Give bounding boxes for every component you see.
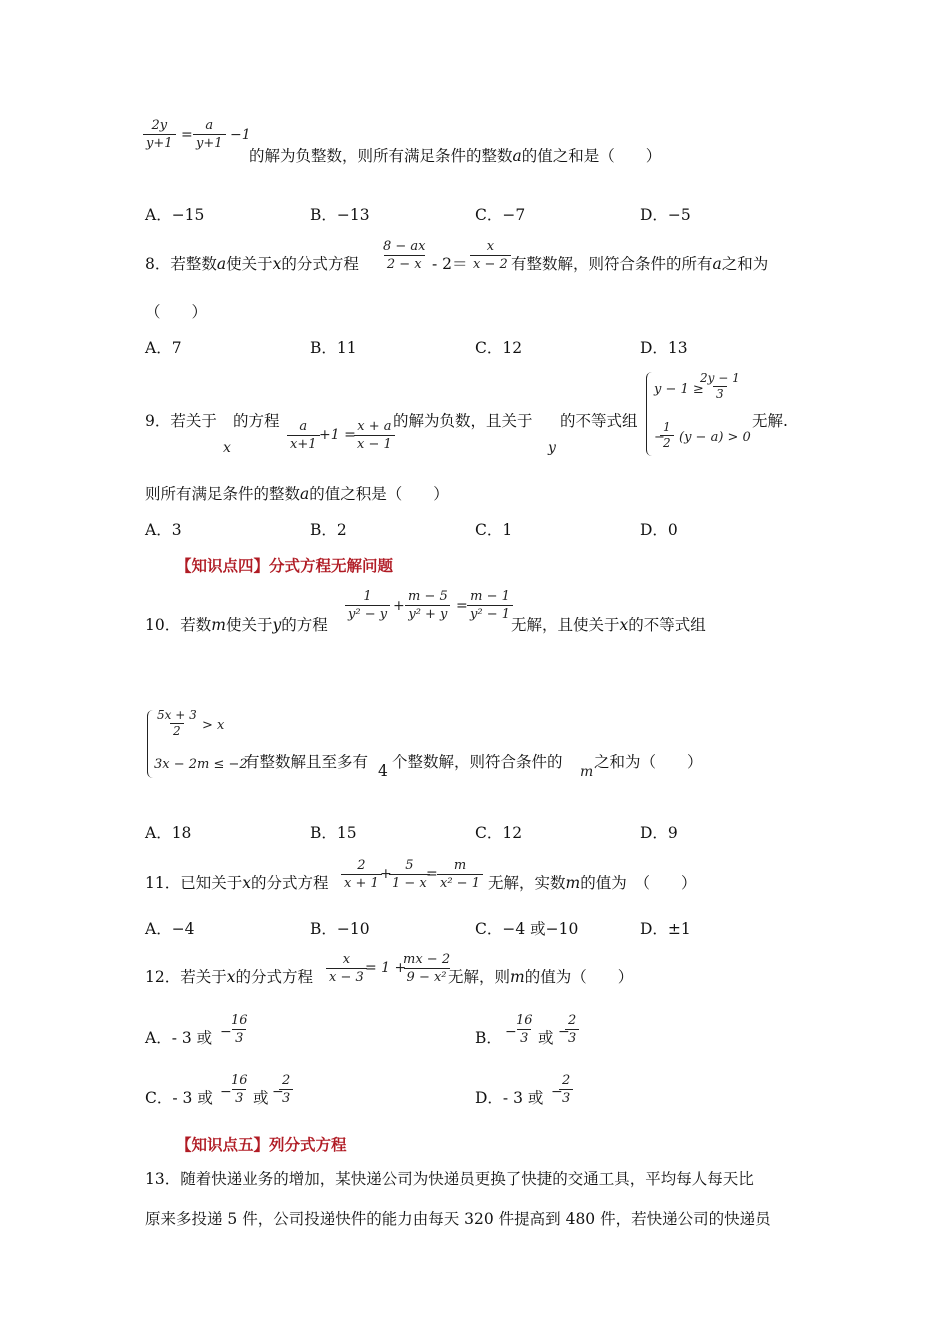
q12-stem-end: 无解，则m的值为（ ） (448, 968, 634, 986)
q9-var-x: x (223, 440, 231, 456)
q8-stem-end: 有整数解，则符合条件的所有a之和为 (511, 255, 769, 273)
q10-stem: 10．若数m使关于y的方程 (145, 616, 328, 634)
q12-option-b-fraction-2: $\frac{2}{3}$ (565, 1012, 579, 1047)
q13-line-1: 13．随着快递业务的增加，某快递公司为快递员更换了快捷的交通工具，平均每人每天比 (145, 1170, 754, 1188)
q11-fraction-2: $\frac{5}{1 - x}$ (389, 857, 430, 892)
q11-option-b: B．−10 (310, 920, 370, 938)
q7-option-a: A．−15 (145, 206, 205, 224)
q9-text-equation: 的方程 (233, 412, 280, 430)
q10-fraction-2: $\frac{m - 5}{\text{y² + y}}$ (405, 588, 451, 623)
q8-option-a: A．7 (145, 339, 182, 357)
q7-option-d: D．−5 (640, 206, 691, 224)
q9-option-b: B．2 (310, 521, 347, 539)
section-heading-5: 【知识点五】列分式方程 (176, 1135, 347, 1154)
q10-sys2: 3x − 2m ≤ −2 (154, 757, 248, 772)
q12-option-a: A．- 3 或 (145, 1029, 213, 1047)
q9-ineq2-fraction: $\frac{1}{2}$ (660, 420, 674, 451)
q9-system-brace (646, 372, 653, 456)
q11-option-d: D．±1 (640, 920, 691, 938)
q10-fraction-3: $\frac{m - 1}{\text{y² − 1}}$ (467, 588, 513, 623)
q10-m-var: m (580, 764, 594, 780)
q12-option-b: B． (475, 1029, 502, 1047)
q11-option-a: A．−4 (145, 920, 195, 938)
q9-ineq1-fraction: $\frac{2y - 1}{3}$ (700, 371, 740, 401)
q12-option-b-fraction-1: $\frac{16}{3}$ (516, 1013, 533, 1046)
q10-option-a: A．18 (145, 824, 192, 842)
q11-stem-end: 无解，实数m的值为 （ ） (488, 874, 697, 892)
q8-option-c: C．12 (475, 339, 523, 357)
q7-text: 的解为负整数，则所有满足条件的整数a的值之和是（ ） (249, 147, 662, 165)
q7-option-b: B．−13 (310, 206, 370, 224)
q8-option-d: D．13 (640, 339, 688, 357)
q8-fraction-1: $\frac{8 - ax}{2 - x}$ (383, 239, 426, 272)
q7-fraction-right: $\frac{a}{y+1}$ (193, 117, 226, 152)
q8-option-b: B．11 (310, 339, 357, 357)
q12-option-c-fraction-1: $\frac{16}{3}$ (231, 1073, 248, 1106)
q10-condition: 有整数解且至多有 (244, 753, 369, 771)
q9-option-c: C．1 (475, 521, 513, 539)
q11-stem: 11．已知关于x的分式方程 (145, 874, 329, 892)
q7-fraction-left: $\frac{2y}{y+1}$ (143, 117, 176, 152)
q9-var-y: y (548, 440, 556, 456)
q7-option-c: C．−7 (475, 206, 526, 224)
q9-fraction-1: $\frac{a}{x+1}$ (287, 418, 320, 453)
q12-stem: 12．若关于x的分式方程 (145, 968, 314, 986)
q10-option-c: C．12 (475, 824, 523, 842)
q7-minus-one: −1 (230, 127, 251, 143)
q11-option-c: C．−4 或−10 (475, 920, 579, 938)
q11-fraction-3: $\frac{m}{\text{x² − 1}}$ (437, 857, 483, 892)
q10-condition-3: 之和为（ ） (594, 753, 703, 771)
q9-fraction-2: $\frac{x + a}{x - 1}$ (354, 418, 395, 453)
q9-no-solution: 无解. (752, 412, 788, 430)
q12-fraction-2: $\frac{mx - 2}{\text{9 − x²}}$ (403, 952, 451, 985)
q10-condition-2: 个整数解，则符合条件的 (392, 753, 563, 771)
q10-fraction-1: $\frac{1}{\text{y² − y}}$ (345, 588, 390, 623)
q8-fraction-2: $\frac{x}{x - 2}$ (470, 238, 511, 273)
q12-option-c-fraction-2: $\frac{2}{3}$ (279, 1072, 293, 1107)
q9-text-system: 的不等式组 (560, 412, 638, 430)
section-heading-4: 【知识点四】分式方程无解问题 (176, 556, 394, 575)
q12-fraction-1: $\frac{x}{x - 3}$ (326, 951, 367, 986)
q8-minus-two: - 2＝ (432, 255, 468, 273)
q10-option-b: B．15 (310, 824, 357, 842)
q11-fraction-1: $\frac{2}{x + 1}$ (341, 857, 382, 892)
q9-option-a: A．3 (145, 521, 182, 539)
q9-number: 9．若关于 (145, 412, 217, 430)
q9-text-mid: 的解为负数，且关于 (393, 412, 533, 430)
q9-option-d: D．0 (640, 521, 678, 539)
q10-four: 4 (378, 762, 388, 780)
q12-option-d: D．- 3 或 (475, 1089, 544, 1107)
q12-option-a-fraction: $\frac{16}{3}$ (231, 1013, 248, 1046)
q10-stem-end: 无解，且使关于x的不等式组 (511, 616, 706, 634)
q9-line2: 则所有满足条件的整数a的值之积是（ ） (145, 485, 449, 503)
q10-sys1-fraction: $\frac{5x + 3}{2}$ (157, 708, 197, 738)
q12-option-c: C．- 3 或 (145, 1089, 213, 1107)
q8-answer-paren: （ ） (145, 303, 208, 321)
q10-system-brace (147, 710, 154, 778)
q13-line-2: 原来多投递 5 件，公司投递快件的能力由每天 320 件提高到 480 件，若快递公司的快递员 (145, 1210, 771, 1228)
q8-stem: 8．若整数a使关于x的分式方程 (145, 255, 359, 273)
q10-option-d: D．9 (640, 824, 678, 842)
q12-option-d-fraction: $\frac{2}{3}$ (559, 1072, 573, 1107)
